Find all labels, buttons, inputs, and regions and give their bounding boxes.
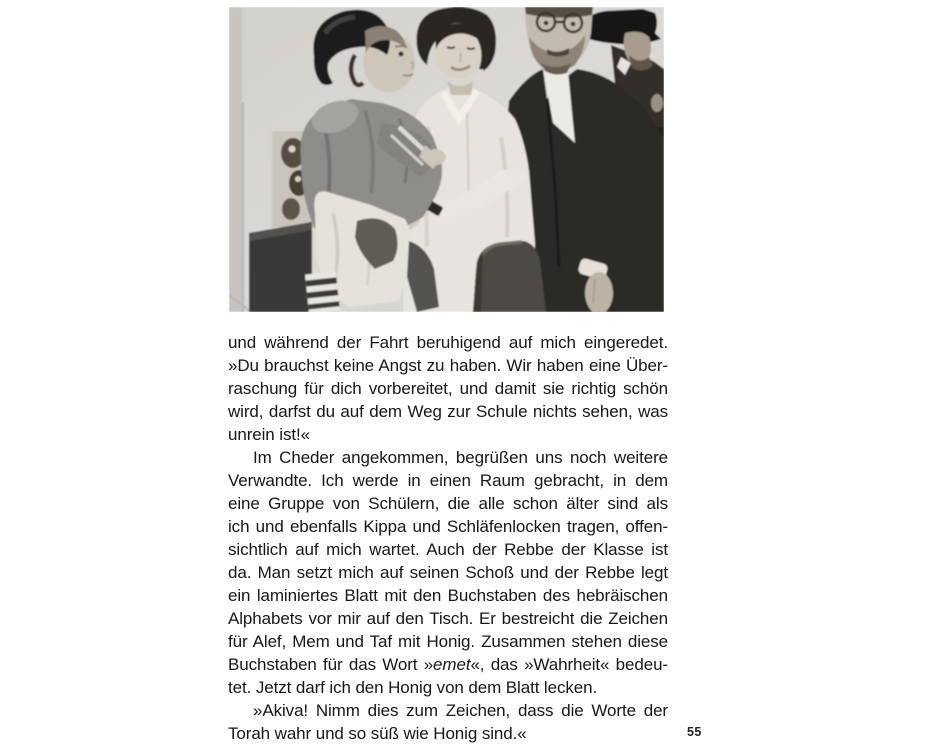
text-line: und während der Fahrt beruhigend auf mich eingeredet. — [228, 333, 668, 352]
text-line: sichtlich auf mich wartet. Auch der Rebbe der Klasse ist — [228, 540, 668, 559]
text-segment: «, das »Wahrheit« bedeu- — [470, 655, 668, 674]
text-line: Verwandte. Ich werde in einen Raum gebracht, in dem — [228, 471, 668, 490]
italic-word-emet: emet — [433, 655, 471, 674]
text-line: wird, darfst du auf dem Weg zur Schule nichts sehen, was — [228, 402, 668, 421]
text-line: Im Cheder angekommen, begrüßen uns noch weitere — [253, 448, 668, 467]
text-line: für Alef, Mem und Taf mit Honig. Zusammen stehen diese — [228, 632, 668, 651]
text-line — [228, 653, 668, 676]
text-line: ich und ebenfalls Kippa und Schläfenlocken tragen, offen- — [228, 517, 668, 536]
text-line: tet. Jetzt darf ich den Honig von dem Blatt lecken. — [228, 678, 598, 697]
text-line: eine Gruppe von Schülern, die alle schon älter sind als — [228, 494, 668, 513]
page-number: 55 — [687, 725, 702, 739]
text-line: raschung für dich vorbereitet, und damit sie richtig schön — [228, 379, 668, 398]
text-line: »Du brauchst keine Angst zu haben. Wir haben eine Über- — [228, 356, 668, 375]
body-text — [228, 331, 668, 745]
text-line: da. Man setzt mich auf seinen Schoß und der Rebbe legt — [228, 563, 668, 582]
family-photo-illustration — [229, 7, 664, 312]
text-segment: Buchstaben für das Wort » — [228, 655, 434, 674]
text-line: unrein ist!« — [228, 425, 310, 444]
family-photo — [229, 7, 664, 312]
text-line: ein laminiertes Blatt mit den Buchstaben des hebräischen — [228, 586, 668, 605]
text-line: »Akiva! Nimm dies zum Zeichen, dass die Worte der — [253, 701, 668, 720]
text-line: Alphabets vor mir auf den Tisch. Er bestreicht die Zeichen — [228, 609, 668, 628]
text-line: Torah wahr und so süß wie Honig sind.« — [228, 724, 527, 743]
